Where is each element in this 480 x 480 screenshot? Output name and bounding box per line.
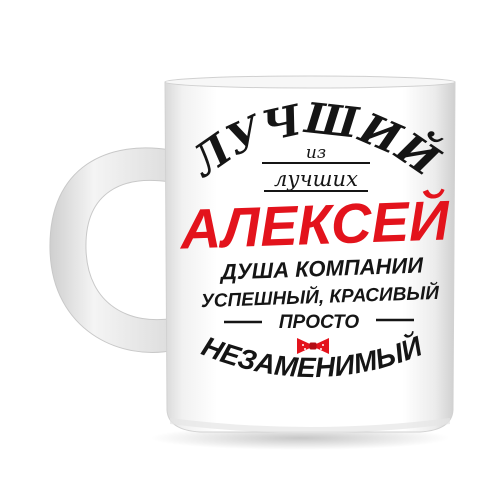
recipient-name: АЛЕКСЕЙ [179, 188, 451, 261]
word-from: из [305, 143, 327, 163]
mug-rim [165, 76, 455, 88]
mug-handle [50, 148, 175, 353]
phrase-soul: ДУША КОМПАНИИ [220, 252, 424, 285]
phrase-simply: ПРОСТО [278, 312, 360, 333]
phrase-successful: УСПЕШНЫЙ, КРАСИВЫЙ [200, 282, 440, 313]
word-best-plural: лучших [274, 167, 358, 191]
word-irreplaceable: НЕЗАМЕНИМЫЙ [197, 330, 427, 384]
title-best: ЛУЧШИЙ [182, 93, 448, 186]
